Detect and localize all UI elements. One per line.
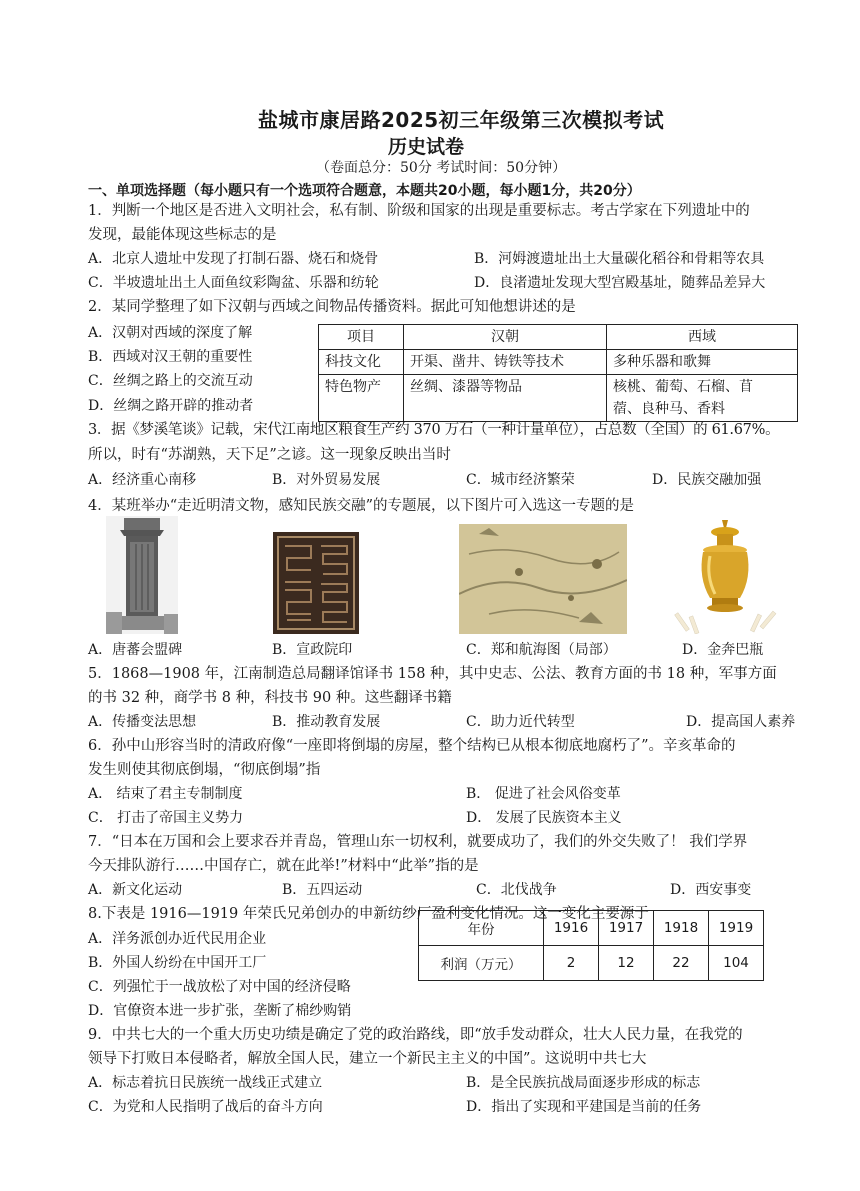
q1-option-c: C．半坡遗址出土人面鱼纹彩陶盆、乐器和纺轮 [88,275,379,291]
table-cell: 1916 [544,911,599,946]
stele-image [106,516,178,634]
voyage-map-image [459,524,627,634]
q6-option-b: B． 促进了社会风俗变革 [466,786,621,802]
table-cell: 多种乐器和歌舞 [607,350,798,375]
seal-image [273,532,359,634]
table-cell: 开渠、凿井、铸铁等技术 [404,350,607,375]
golden-vase-image [670,516,780,634]
q2-option-a: A．汉朝对西域的深度了解 [88,325,253,341]
q6-option-a: A． 结束了君主专制制度 [88,786,243,802]
q6-stem-line1: 6．孙中山形容当时的清政府像“一座即将倒塌的房屋，整个结构已从根本彻底地腐朽了”。辛亥革命的 [88,738,736,754]
q8-option-b: B．外国人纷纷在中国开工厂 [88,955,267,971]
table-row [419,946,764,981]
q8-option-c: C．列强忙于一战放松了对中国的经济侵略 [88,979,351,995]
table-cell: 特色物产 [319,375,404,422]
q7-stem-line2: 今天排队游行……中国存亡，就在此举!”材料中“此举”指的是 [88,858,479,874]
q7-option-b: B．五四运动 [282,882,363,898]
q9-stem-line2: 领导下打败日本侵略者，解放全国人民，建立一个新民主主义的中国”。这说明中共七大 [88,1051,647,1067]
table-cell: 科技文化 [319,350,404,375]
q3-option-a: A．经济重心南移 [88,472,197,488]
table-header: 项目 [319,325,404,350]
table-header: 年份 [419,911,544,946]
table-cell: 1918 [654,911,709,946]
q1-option-a: A．北京人遗址中发现了打制石器、烧石和烧骨 [88,251,379,267]
q2-option-b: B．西域对汉王朝的重要性 [88,349,253,365]
table-cell: 1919 [709,911,764,946]
table-row [419,911,764,946]
q9-option-b: B．是全民族抗战局面逐步形成的标志 [466,1075,701,1091]
q1-stem-line1: 1．判断一个地区是否进入文明社会，私有制、阶级和国家的出现是重要标志。考古学家在下列遗址中的 [88,203,750,219]
q5-option-d: D．提高国人素养 [686,714,796,730]
q2-option-d: D．丝绸之路开辟的推动者 [88,398,254,414]
q3-option-d: D．民族交融加强 [652,472,762,488]
q8-profit-table [418,910,764,981]
table-row [319,325,798,350]
table-row [319,375,798,422]
exam-info: （卷面总分：50分 考试时间：50分钟） [316,160,567,176]
q5-option-c: C．助力近代转型 [466,714,575,730]
table-header: 西域 [607,325,798,350]
table-cell: 1917 [599,911,654,946]
q3-option-c: C．城市经济繁荣 [466,472,575,488]
q1-stem-line2: 发现，最能体现这些标志的是 [88,227,277,243]
table-cell: 12 [599,946,654,981]
q5-option-b: B．推动教育发展 [272,714,381,730]
q7-stem-line1: 7．“日本在万国和会上要求吞并青岛，管理山东一切权利，就要成功了，我们的外交失败了！ 我们学界 [88,834,748,850]
q4-option-d: D．金奔巴瓶 [682,642,764,658]
table-cell: 104 [709,946,764,981]
table-cell: 2 [544,946,599,981]
q6-option-d: D． 发展了民族资本主义 [466,810,622,826]
q9-stem-line1: 9．中共七大的一个重大历史功绩是确定了党的政治路线，即“放手发动群众，壮大人民力量，在我党的 [88,1027,743,1043]
q4-option-a: A．唐蕃会盟碑 [88,642,183,658]
q2-option-c: C．丝绸之路上的交流互动 [88,373,253,389]
q4-option-c: C．郑和航海图（局部） [466,642,617,658]
q7-option-d: D．西安事变 [670,882,752,898]
q6-stem-line2: 发生则使其彻底倒塌，“彻底倒塌”指 [88,762,321,778]
exam-title: 盐城市康居路2025初三年级第三次模拟考试 [258,108,665,132]
q4-option-b: B．宣政院印 [272,642,353,658]
q9-option-a: A．标志着抗日民族统一战线正式建立 [88,1075,323,1091]
q3-option-b: B．对外贸易发展 [272,472,381,488]
q2-table [318,324,798,422]
q5-stem-line2: 的书 32 种，商学书 8 种，科技书 90 种。这些翻译书籍 [88,690,452,706]
q8-stem: 8.下表是 1916—1919 年荣氏兄弟创办的申新纺纱厂盈利变化情况。这一变化主要源于 [88,906,649,922]
table-header: 利润（万元） [419,946,544,981]
q5-stem-line1: 5．1868—1908 年，江南制造总局翻译馆译书 158 种，其中史志、公法、教育方面的书 18 种，军事方面 [88,666,777,682]
table-header: 汉朝 [404,325,607,350]
q7-option-a: A．新文化运动 [88,882,183,898]
q8-option-d: D．官僚资本进一步扩张，垄断了棉纱购销 [88,1003,352,1019]
q7-option-c: C．北伐战争 [476,882,557,898]
q1-option-b: B．河姆渡遗址出土大量碳化稻谷和骨耜等农具 [474,251,765,267]
table-cell: 22 [654,946,709,981]
q3-stem-line1: 3．据《梦溪笔谈》记载，宋代江南地区粮食生产约 370 万石（一种计量单位），占总数（全国）的 61.67%。 [88,422,780,438]
table-cell-line: 蓿、良种马、香料 [613,401,725,417]
table-cell-line: 核桃、葡萄、石榴、苜 [613,379,753,395]
table-cell [607,375,798,422]
q4-stem: 4．某班举办“走近明清文物，感知民族交融”的专题展，以下图片可入选这一专题的是 [88,498,635,514]
q6-option-c: C． 打击了帝国主义势力 [88,810,244,826]
table-cell: 丝绸、漆器等物品 [404,375,607,422]
table-row [319,350,798,375]
exam-subtitle: 历史试卷 [388,136,465,158]
q9-option-c: C．为党和人民指明了战后的奋斗方向 [88,1099,323,1115]
q3-stem-line2: 所以，时有“苏湖熟，天下足”之谚。这一现象反映出当时 [88,447,451,463]
q8-option-a: A．洋务派创办近代民用企业 [88,931,267,947]
q9-option-d: D．指出了实现和平建国是当前的任务 [466,1099,702,1115]
q1-option-d: D．良渚遗址发现大型宫殿基址，随葬品差异大 [474,275,766,291]
section-heading: 一、单项选择题（每小题只有一个选项符合题意，本题共20小题，每小题1分，共20分） [88,183,641,199]
q2-stem: 2．某同学整理了如下汉朝与西域之间物品传播资料。据此可知他想讲述的是 [88,299,576,315]
q5-option-a: A．传播变法思想 [88,714,197,730]
